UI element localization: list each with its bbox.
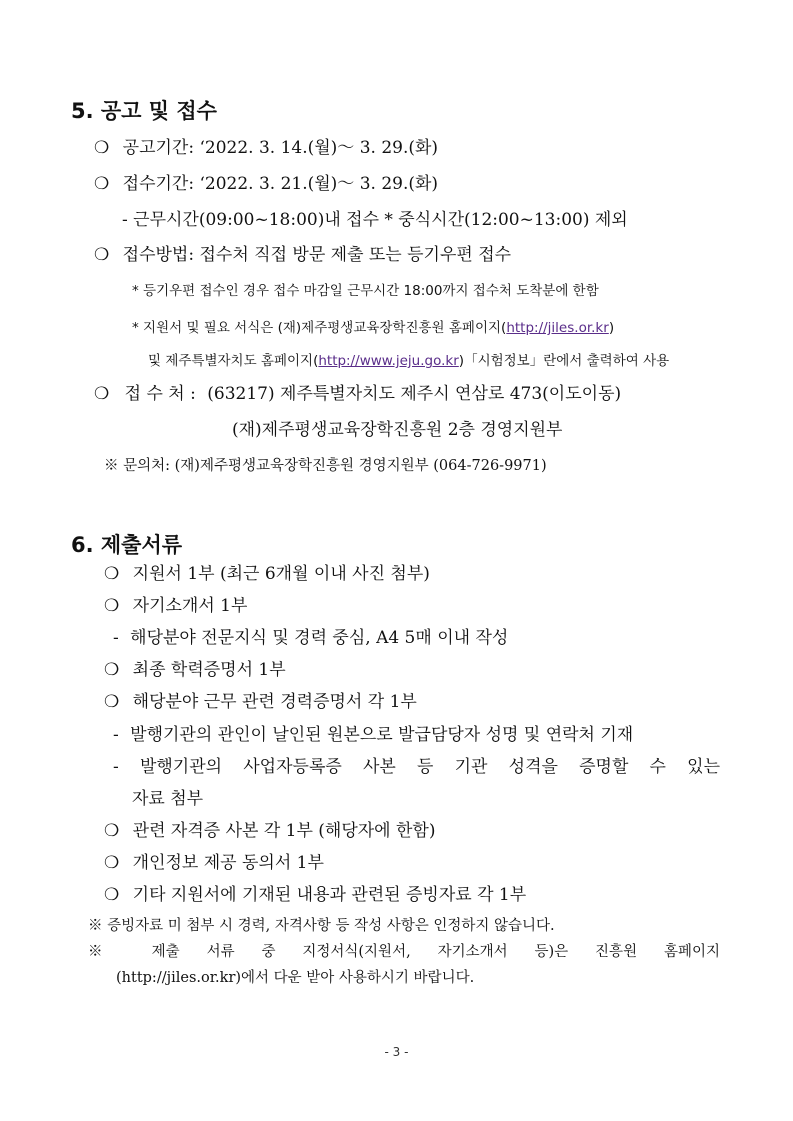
document-item-text: 관련 자격증 사본 각 1부 (해당자에 한함) (132, 821, 436, 841)
document-item-text: 기타 지원서에 기재된 내용과 관련된 증빙자료 각 1부 (132, 885, 527, 905)
document-item (104, 887, 526, 904)
document-item (104, 823, 436, 840)
section-5-heading: 5. 공고 및 접수 (71, 99, 217, 123)
mail-note: * 등기우편 접수인 경우 접수 마감일 근무시간 18:00까지 접수처 도착분에 한함 (132, 283, 599, 299)
receive-period (94, 176, 438, 193)
evidence-note: ※ 증빙자료 미 첨부 시 경력, 자격사항 등 작성 사항은 인정하지 않습니다. (88, 918, 555, 934)
forms-download-note-cont: (http://jiles.or.kr)에서 다운 받아 사용하시기 바랍니다. (116, 970, 475, 986)
bullet-circle: ❍ (104, 821, 120, 841)
document-item (104, 598, 247, 615)
document-item-text: 최종 학력증명서 1부 (132, 660, 286, 680)
document-subitem (113, 759, 720, 776)
forms-note (132, 322, 614, 336)
forms-note-close: ) (608, 320, 615, 336)
document-item (104, 855, 324, 872)
document-subitem-text: 해당분야 전문지식 및 경력 중심, A4 5매 이내 작성 (130, 628, 509, 648)
document-subitem-text: 발행기관의 사업자등록증 사본 등 기관 성격을 증명할 수 있는 (139, 757, 721, 777)
bullet-circle: ❍ (94, 384, 110, 404)
bullet-circle: ❍ (94, 245, 110, 265)
forms-note-cont-tail: )「시험정보」란에서 출력하여 사용 (458, 353, 670, 369)
document-subitem-cont: 자료 첨부 (132, 789, 204, 809)
jiles-link[interactable]: http://jiles.or.kr (506, 320, 609, 336)
section-6-heading: 6. 제출서류 (71, 533, 183, 557)
bullet-circle: ❍ (104, 692, 120, 712)
bullet-circle: ❍ (104, 853, 120, 873)
bullet-circle: ❍ (94, 138, 110, 158)
document-item-text: 자기소개서 1부 (132, 596, 248, 616)
document-subitem-text: 발행기관의 관인이 날인된 원본으로 발급담당자 성명 및 연락처 기재 (130, 725, 634, 745)
bullet-circle: ❍ (104, 660, 120, 680)
receive-period-text: 접수기간: ‘2022. 3. 21.(월)～ 3. 29.(화) (122, 174, 439, 194)
forms-note-cont (148, 355, 669, 369)
receive-method-text: 접수방법: 접수처 직접 방문 제출 또는 등기우편 접수 (122, 245, 512, 265)
receive-address (94, 386, 621, 403)
contact-info: ※ 문의처: (재)제주평생교육장학진흥원 경영지원부 (064-726-9971) (104, 458, 547, 474)
document-item-text: 개인정보 제공 동의서 1부 (132, 853, 324, 873)
forms-note-cont-text: 및 제주특별자치도 홈페이지( (148, 353, 319, 369)
bullet-dash: - (113, 725, 119, 745)
address-text: (63217) 제주특별자치도 제주시 연삼로 473(이도이동) (207, 384, 622, 404)
receive-method (94, 247, 511, 264)
working-hours: - 근무시간(09:00~18:00)내 접수 * 중식시간(12:00~13:00) 제외 (122, 210, 628, 230)
document-item (104, 662, 286, 679)
page-number: - 3 - (384, 1045, 409, 1059)
document-item-text: 지원서 1부 (최근 6개월 이내 사진 첨부) (132, 564, 430, 584)
document-item (104, 694, 417, 711)
bullet-circle: ❍ (104, 596, 120, 616)
announce-period (94, 140, 438, 157)
bullet-circle: ❍ (94, 174, 110, 194)
jeju-link[interactable]: http://www.jeju.go.kr (318, 353, 459, 369)
document-item-text: 해당분야 근무 관련 경력증명서 각 1부 (132, 692, 417, 712)
announce-period-text: 공고기간: ‘2022. 3. 14.(월)～ 3. 29.(화) (122, 138, 439, 158)
forms-note-text: * 지원서 및 필요 서식은 (재)제주평생교육장학진흥원 홈페이지( (132, 320, 507, 336)
bullet-dash: - (113, 628, 119, 648)
document-subitem (113, 630, 508, 647)
bullet-dash: - (113, 757, 119, 777)
address-label: 접 수 처 : (124, 384, 196, 404)
forms-download-note: ※ 제출 서류 중 지정서식(지원서, 자기소개서 등)은 진흥원 홈페이지 (88, 944, 720, 960)
bullet-circle: ❍ (104, 885, 120, 905)
bullet-circle: ❍ (104, 564, 120, 584)
document-item (104, 566, 430, 583)
address-department: (재)제주평생교육장학진흥원 2층 경영지원부 (232, 420, 563, 440)
document-subitem (113, 727, 633, 744)
